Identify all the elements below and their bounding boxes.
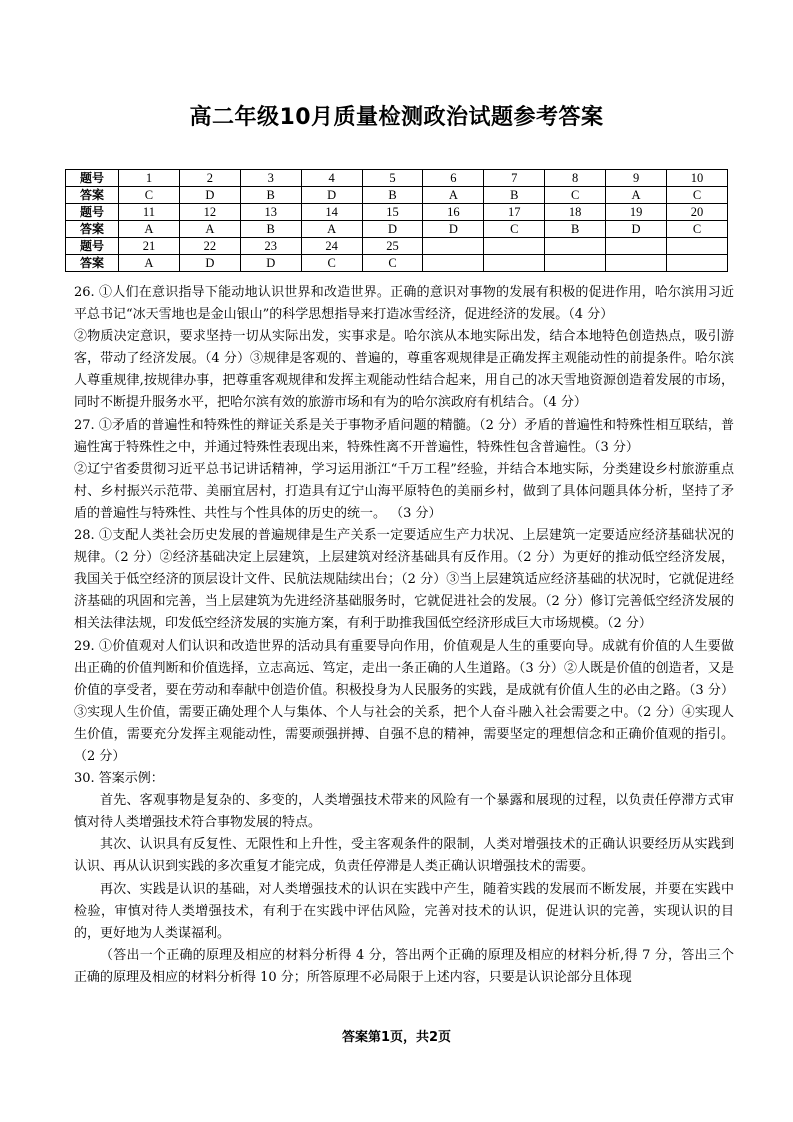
- table-cell: C: [667, 187, 728, 204]
- answer-table: [65, 169, 728, 272]
- table-row: [66, 255, 728, 272]
- table-cell: 5: [362, 170, 423, 187]
- table-cell: [545, 255, 606, 272]
- table-cell: C: [667, 221, 728, 238]
- table-cell: 24: [301, 238, 362, 255]
- table-cell: A: [119, 255, 180, 272]
- table-cell: C: [545, 187, 606, 204]
- table-cell: B: [545, 221, 606, 238]
- table-cell: 17: [484, 204, 545, 221]
- table-cell: [423, 255, 484, 272]
- table-cell: D: [606, 221, 667, 238]
- answer-paragraph: 首先、客观事物是复杂的、多变的，人类增强技术带来的风险有一个暴露和展现的过程，以负责任停滞方式审慎对待人类增强技术符合事物发展的特点。: [74, 793, 734, 831]
- table-cell: [423, 238, 484, 255]
- table-cell: [667, 255, 728, 272]
- table-cell: 18: [545, 204, 606, 221]
- table-cell: 13: [240, 204, 301, 221]
- table-cell: A: [119, 221, 180, 238]
- table-cell: D: [179, 187, 240, 204]
- answer-paragraph: 28. ①支配人类社会历史发展的普遍规律是生产关系一定要适应生产力状况、上层建筑一定要适应经济基础状况的规律。（2 分）②经济基础决定上层建筑，上层建筑对经济基础具有反作用。（2 分）为更好的推动低空经济发展，我国关于低空经济的顶层设计文件、民航法规陆续出台；（2 分）③当上层建筑适应经济基础的状况时，它就促进经济基础的巩固和完善，当上层建筑为先进经济基础服务时，它就促进社会的发展。（2 分）修订完善低空经济发展的相关法律法规，印发低空经济发展的实施方案，有利于助推我国低空经济形成巨大市场规模。（2 分）: [74, 528, 734, 632]
- table-cell: B: [240, 187, 301, 204]
- table-cell: A: [606, 187, 667, 204]
- table-cell: C: [301, 255, 362, 272]
- table-cell: [606, 238, 667, 255]
- answer-paragraph: 26. ①人们在意识指导下能动地认识世界和改造世界。正确的意识对事物的发展有积极的促进作用，哈尔滨用习近平总书记“冰天雪地也是金山银山”的科学思想指导来打造冰雪经济，促进经济的发展。（4 分）: [74, 285, 734, 323]
- answer-paragraph: 29. ①价值观对人们认识和改造世界的活动具有重要导向作用，价值观是人生的重要向导。成就有价值的人生要做出正确的价值判断和价值选择，立志高远、笃定，走出一条正确的人生道路。（3 分）②人既是价值的创造者，又是价值的享受者，要在劳动和奉献中创造价值。积极投身为人民服务的实践，是成就有价值人生的必由之路。（3 分）③实现人生价值，需要正确处理个人与集体、个人与社会的关系，把个人奋斗融入社会需要之中。（2 分）④实现人生价值，需要充分发挥主观能动性，需要顽强拼搏、自强不息的精神，需要坚定的理想信念和正确价值观的指引。（2 分）: [74, 638, 734, 764]
- table-cell: A: [423, 187, 484, 204]
- table-cell: 20: [667, 204, 728, 221]
- answer-paragraph: 27. ①矛盾的普遍性和特殊性的辩证关系是关于事物矛盾问题的精髓。（2 分）矛盾的普遍性和特殊性相互联结，普遍性寓于特殊性之中，并通过特殊性表现出来，特殊性离不开普遍性，特殊性包含普遍性。（3 分）: [74, 417, 734, 455]
- answer-paragraph: 再次、实践是认识的基础，对人类增强技术的认识在实践中产生，随着实践的发展而不断发展，并要在实践中检验，审慎对待人类增强技术，有利于在实践中评估风险，完善对技术的认识，促进认识的完善，实现认识的目的，更好地为人类谋福利。: [74, 881, 734, 941]
- table-cell: 25: [362, 238, 423, 255]
- table-cell: 4: [301, 170, 362, 187]
- table-cell: 14: [301, 204, 362, 221]
- table-cell: A: [179, 221, 240, 238]
- row-header: 答案: [66, 221, 119, 238]
- table-cell: 12: [179, 204, 240, 221]
- table-cell: 3: [240, 170, 301, 187]
- answer-paragraph: （答出一个正确的原理及相应的材料分析得 4 分，答出两个正确的原理及相应的材料分析,得 7 分，答出三个正确的原理及相应的材料分析得 10 分；所答原理不必局限于上述内容，只要是认识论部分且体现: [74, 947, 734, 985]
- table-cell: D: [423, 221, 484, 238]
- table-cell: D: [179, 255, 240, 272]
- table-cell: 9: [606, 170, 667, 187]
- table-cell: C: [119, 187, 180, 204]
- table-cell: B: [484, 187, 545, 204]
- table-cell: 7: [484, 170, 545, 187]
- table-row: [66, 187, 728, 204]
- table-cell: [545, 238, 606, 255]
- table-cell: D: [240, 255, 301, 272]
- table-cell: D: [362, 221, 423, 238]
- page-footer: 答案第1页，共2页: [341, 1030, 452, 1045]
- row-header: 题号: [66, 170, 119, 187]
- table-row: [66, 170, 728, 187]
- table-row: [66, 204, 728, 221]
- answer-paragraph: ②辽宁省委贯彻习近平总书记讲话精神，学习运用浙江“千万工程”经验，并结合本地实际，分类建设乡村旅游重点村、乡村振兴示范带、美丽宜居村，打造具有辽宁山海平原特色的美丽乡村，做到了具体问题具体分析，坚持了矛盾的普遍性与特殊性、共性与个性具体的历史的统一。 （3 分）: [74, 461, 734, 521]
- answer-paragraph: 30. 答案示例：: [74, 771, 164, 787]
- table-cell: [667, 238, 728, 255]
- table-cell: 2: [179, 170, 240, 187]
- table-cell: 8: [545, 170, 606, 187]
- answer-paragraph: 其次、认识具有反复性、无限性和上升性，受主客观条件的限制，人类对增强技术的正确认识要经历从实践到认识、再从认识到实践的多次重复才能完成，负责任停滞是人类正确认识增强技术的需要。: [74, 837, 734, 875]
- table-cell: [484, 238, 545, 255]
- row-header: 答案: [66, 255, 119, 272]
- answer-paragraph: ②物质决定意识，要求坚持一切从实际出发，实事求是。哈尔滨从本地实际出发，结合本地特色创造热点，吸引游客，带动了经济发展。（4 分）③规律是客观的、普遍的，尊重客观规律是正确发挥主观能动性的前提条件。哈尔滨人尊重规律,按规律办事，把尊重客观规律和发挥主观能动性结合起来，用自己的冰天雪地资源创造着发展的市场，同时不断提升服务水平，把哈尔滨有效的旅游市场和有为的哈尔滨政府有机结合。（4 分）: [74, 329, 734, 411]
- table-cell: [606, 255, 667, 272]
- table-cell: [484, 255, 545, 272]
- table-row: [66, 221, 728, 238]
- table-cell: 22: [179, 238, 240, 255]
- page-title: 高二年级10月质量检测政治试题参考答案: [189, 105, 604, 130]
- table-cell: C: [362, 255, 423, 272]
- table-cell: B: [240, 221, 301, 238]
- table-cell: 1: [119, 170, 180, 187]
- table-cell: 23: [240, 238, 301, 255]
- row-header: 题号: [66, 204, 119, 221]
- table-cell: 10: [667, 170, 728, 187]
- table-cell: B: [362, 187, 423, 204]
- table-cell: 21: [119, 238, 180, 255]
- answer-table-body: [66, 170, 728, 272]
- row-header: 题号: [66, 238, 119, 255]
- table-cell: D: [301, 187, 362, 204]
- table-cell: A: [301, 221, 362, 238]
- table-row: [66, 238, 728, 255]
- table-cell: C: [484, 221, 545, 238]
- table-cell: 15: [362, 204, 423, 221]
- table-cell: 19: [606, 204, 667, 221]
- table-cell: 6: [423, 170, 484, 187]
- table-cell: 11: [119, 204, 180, 221]
- answer-body: [74, 282, 734, 989]
- table-cell: 16: [423, 204, 484, 221]
- row-header: 答案: [66, 187, 119, 204]
